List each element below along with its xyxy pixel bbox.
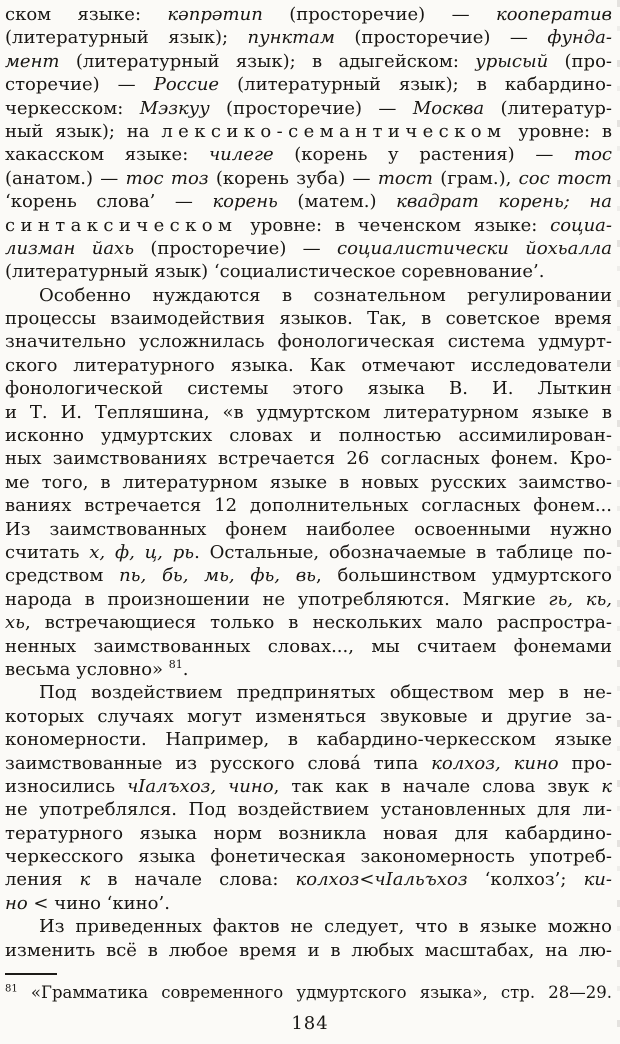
text-line: ского литературного языка. Как отмечают исследователи [5, 354, 612, 376]
text-line: ваниях встречается 12 дополнительных согласных фонем... [5, 495, 612, 517]
paragraph [5, 3, 612, 284]
text-line: Из заимствованных фонем наиболее освоенными нужно [5, 518, 612, 540]
text-line: фонологической системы этого языка В. И. Лыткин [5, 378, 612, 400]
text-line: Под воздействием предпринятых обществом мер в не- [39, 682, 612, 704]
text-line: ненных заимствованных словах..., мы считаем фонемами [5, 635, 612, 657]
text-line: ный язык); на лексико-семантическом уровне: в [5, 120, 612, 142]
text-line: черкесском: Мэзкуу (просторечие) — Москва (литератур- [5, 97, 612, 119]
text-line: и Т. И. Тепляшина, «в удмуртском литературном языке в [5, 401, 612, 423]
text-line: считать х, ф, ц, рь. Остальные, обозначаемые в таблице по- [5, 541, 612, 563]
text-line: но < чино ‘кино’. [5, 892, 170, 914]
text-line: значительно усложнилась фонологическая система удмурт- [5, 331, 612, 353]
text-line: не употреблялся. Под воздействием установленных для ли- [5, 799, 612, 821]
text-line: ‘корень слова’ — корень (матем.) квадрат корень; на [5, 191, 612, 213]
text-line: (литературный язык) ‘социалистическое соревнование’. [5, 261, 545, 283]
text-line: средством пь, бь, мь, фь, вь, большинством удмуртского [5, 565, 612, 587]
text-line: мент (литературный язык); в адыгейском: урысый (про- [5, 50, 612, 72]
text-line: Особенно нуждаются в сознательном регулировании [39, 284, 612, 306]
text-line: которых случаях могут изменяться звуковые и другие за- [5, 705, 612, 727]
text-line: ных заимствованиях встречается 26 согласных фонем. Кро- [5, 448, 612, 470]
text-line: Из приведенных фактов не следует, что в языке можно [39, 916, 612, 938]
text-line: исконно удмуртских словах и полностью ассимилирован- [5, 425, 612, 447]
footnote [0, 982, 620, 1003]
text-line: лизман йахь (просторечие) — социалистически йохьалла [5, 237, 612, 259]
text-line: кономерности. Например, в кабардино-черкесском языке [5, 729, 612, 751]
text-line: заимствованные из русского слова́ типа колхоз, кино про- [5, 752, 612, 774]
page-number: 184 [291, 1013, 329, 1035]
footnote-divider [5, 973, 57, 975]
footnote-text: «Грамматика современного удмуртского языка», стр. 28—29. [30, 983, 613, 1003]
text-line: тературного языка норм возникла новая для кабардино- [5, 822, 612, 844]
text-line: народа в произношении не употребляются. Мягкие гь, кь, [5, 588, 612, 610]
text-line: хь, встречающиеся только в нескольких мало распростра- [5, 612, 612, 634]
text-line: ления к в начале слова: колхоз<чIальъхоз ‘колхоз’; ки- [5, 869, 612, 891]
paragraph [5, 284, 612, 682]
paragraph [5, 915, 612, 962]
text-line: изменить всё в любое время и в любых масштабах, на лю- [5, 939, 612, 961]
text-line: синтаксическом уровне: в чеченском языке: социа- [5, 214, 612, 236]
text-line: ме того, в литературном языке в новых русских заимство- [5, 471, 612, 493]
text-line: хакасском языке: чилеге (корень у растения) — тос [5, 144, 612, 166]
text-line: сторечие) — Россие (литературный язык); в кабардино- [5, 74, 612, 96]
text-line: ском языке: кəпрəтип (просторечие) — кооператив [5, 4, 612, 25]
text-line: черкесского языка фонетическая закономерность употреб- [5, 846, 612, 868]
text-line: износились чIалъхоз, чино, так как в начале слова звук к [5, 775, 612, 797]
text-line: процессы взаимодействия языков. Так, в советское время [5, 308, 612, 330]
text-line: весьма условно» $^{81}$. [5, 657, 189, 680]
text-line: (анатом.) — тос тоз (корень зуба) — тост (грам.), сос тост [5, 167, 612, 189]
footnote-marker: 81 [5, 983, 18, 995]
text-line: (литературный язык); пунктам (просторечие) — фунда- [5, 27, 612, 49]
paragraph [5, 681, 612, 915]
